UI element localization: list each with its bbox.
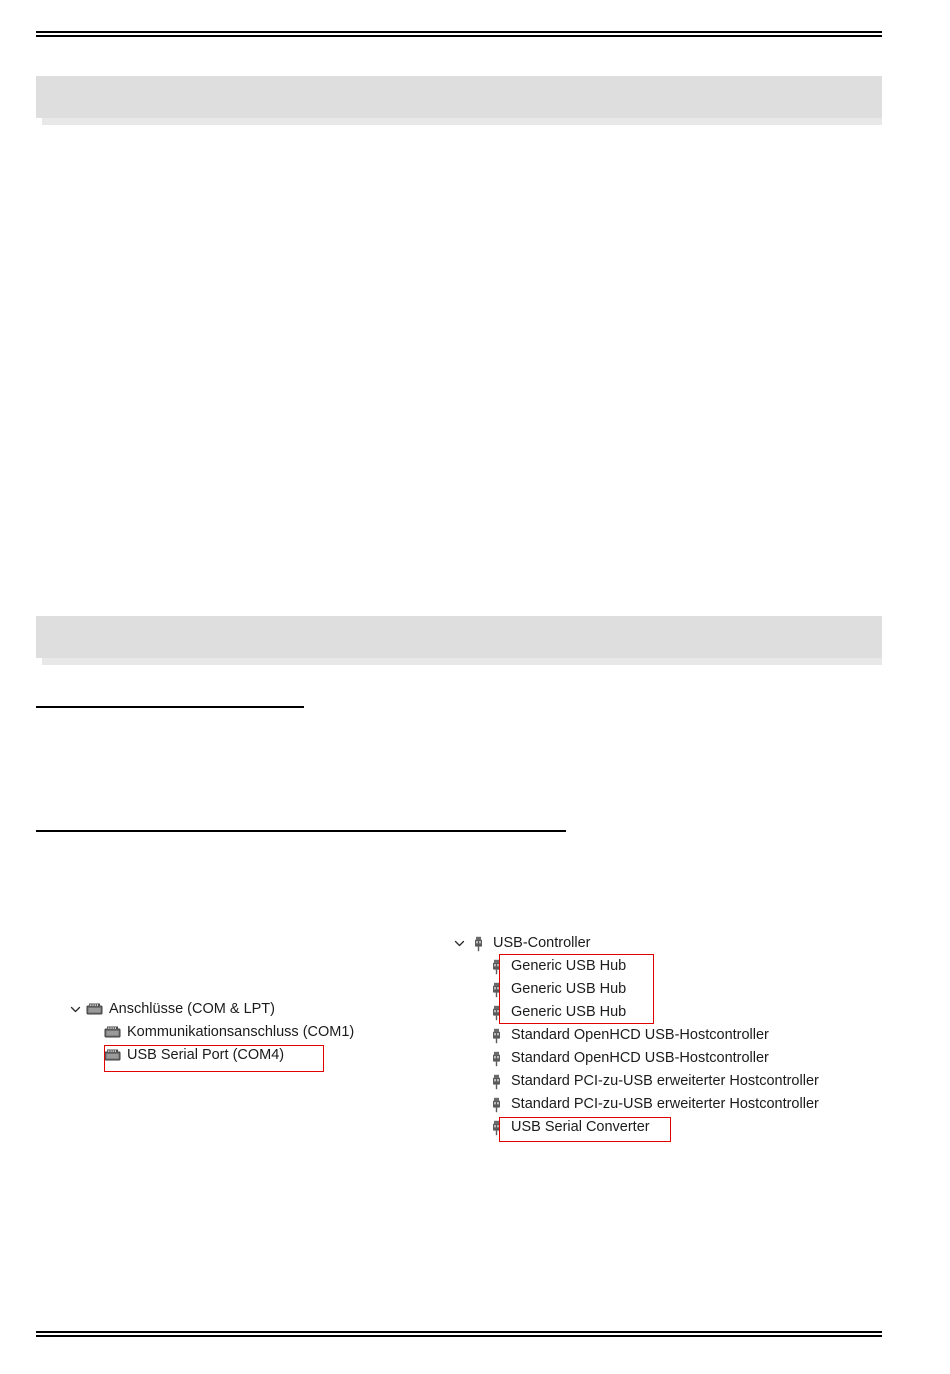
tree-item-label: USB Serial Converter [511,1119,650,1135]
heading-underline-short [36,706,304,708]
tree-item-label: Generic USB Hub [511,1004,627,1020]
tree-row[interactable] [450,932,819,955]
usb-icon [486,1001,506,1024]
tree-row[interactable] [450,1024,819,1047]
tree-row[interactable] [66,1021,354,1044]
tree-row[interactable] [66,1044,354,1067]
usb-icon [486,978,506,1001]
tree-item-label: Standard PCI-zu-USB erweiterter Hostcontroller [511,1073,819,1089]
chevron-down-icon[interactable] [450,932,468,955]
tree-item-label: Generic USB Hub [511,958,627,974]
heading-underline-long [36,830,566,832]
tree-item-label: Standard OpenHCD USB-Hostcontroller [511,1027,769,1043]
tree-row[interactable] [450,1070,819,1093]
section-band-middle-shadow [42,658,882,665]
tree-row[interactable] [66,998,354,1021]
port-icon [102,1021,122,1044]
section-band-top-shadow [42,118,882,125]
usb-icon [486,1070,506,1093]
usb-icon [486,1047,506,1070]
tree-row[interactable] [450,1093,819,1116]
device-tree-ports [66,998,354,1067]
usb-icon [486,1024,506,1047]
port-icon [84,998,104,1021]
usb-icon [468,932,488,955]
tree-row[interactable] [450,1001,819,1024]
tree-item-label: Standard PCI-zu-USB erweiterter Hostcontroller [511,1096,819,1112]
device-tree-usb-controllers [450,932,819,1139]
tree-item-label: Kommunikationsanschluss (COM1) [127,1024,355,1040]
tree-row[interactable] [450,978,819,1001]
port-icon [102,1044,122,1067]
tree-item-label: USB-Controller [493,935,591,951]
section-band-middle [36,616,882,658]
chevron-down-icon[interactable] [66,998,84,1021]
tree-row[interactable] [450,1116,819,1139]
section-band-top [36,76,882,118]
usb-icon [486,1116,506,1139]
tree-item-label: USB Serial Port (COM4) [127,1047,285,1063]
tree-item-label: Standard OpenHCD USB-Hostcontroller [511,1050,769,1066]
page-bottom-rule [36,1331,882,1336]
tree-item-label: Anschlüsse (COM & LPT) [109,1001,275,1017]
tree-row[interactable] [450,955,819,978]
tree-item-label: Generic USB Hub [511,981,627,997]
tree-row[interactable] [450,1047,819,1070]
usb-icon [486,955,506,978]
usb-icon [486,1093,506,1116]
page-top-rule [36,31,882,36]
